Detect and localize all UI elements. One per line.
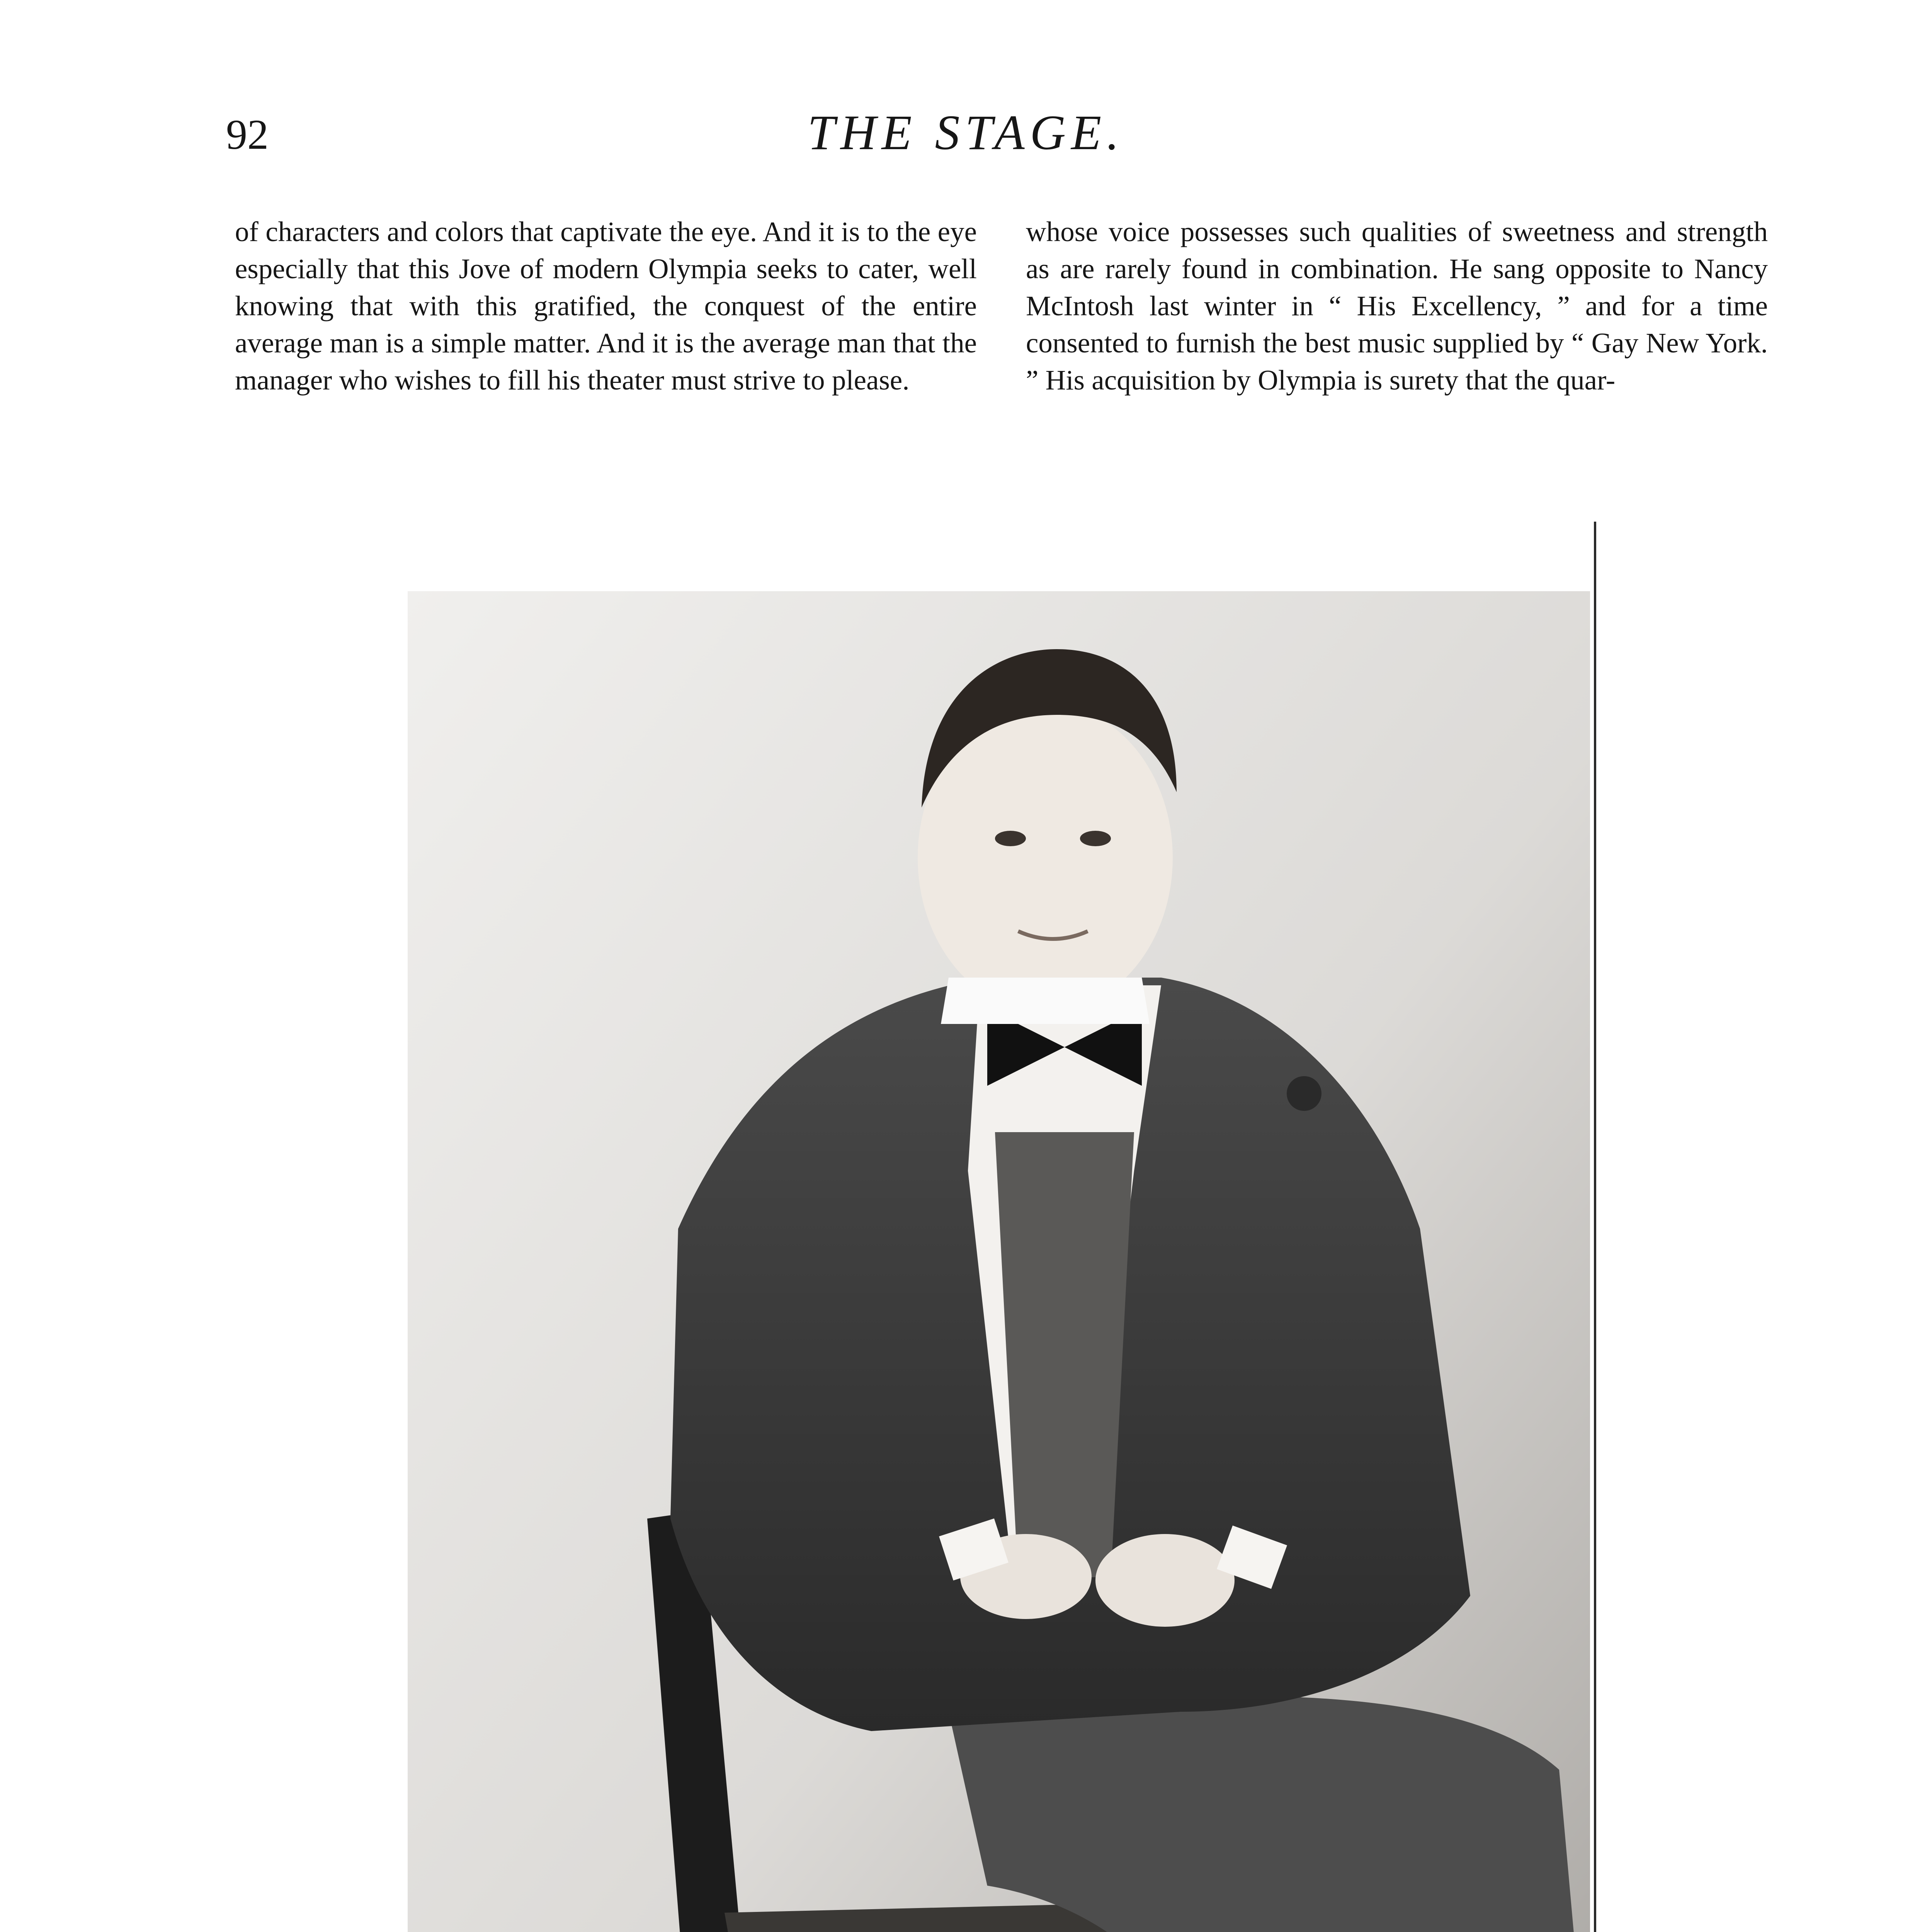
paragraph: whose voice possesses such qualities of sweetness and strength as are rarely found in combination. He sang opposite to Nancy McIntosh last winter in “ His Excellency, ” and for a time consented to furnish the best music supplied by “ Gay New York. ” His acquisition by Olympia is surety that the quar-	[1026, 216, 1768, 396]
paragraph: of characters and colors that captivate the eye. And it is to the eye especially that this Jove of modern Olympia seeks to cater, well knowing that with this gratified, the conquest of the entire average man is a simple matter. And it is the average man that the manager who wishes to fill his theater must strive to please.	[235, 216, 977, 396]
page-number: 92	[226, 111, 269, 158]
column-top-right	[1026, 213, 1768, 399]
portrait-photo	[408, 591, 1590, 1932]
running-title: THE STAGE.	[807, 105, 1125, 160]
portrait-illustration	[408, 591, 1590, 1932]
column-top-left	[235, 213, 977, 399]
frame-line	[1594, 522, 1596, 1932]
